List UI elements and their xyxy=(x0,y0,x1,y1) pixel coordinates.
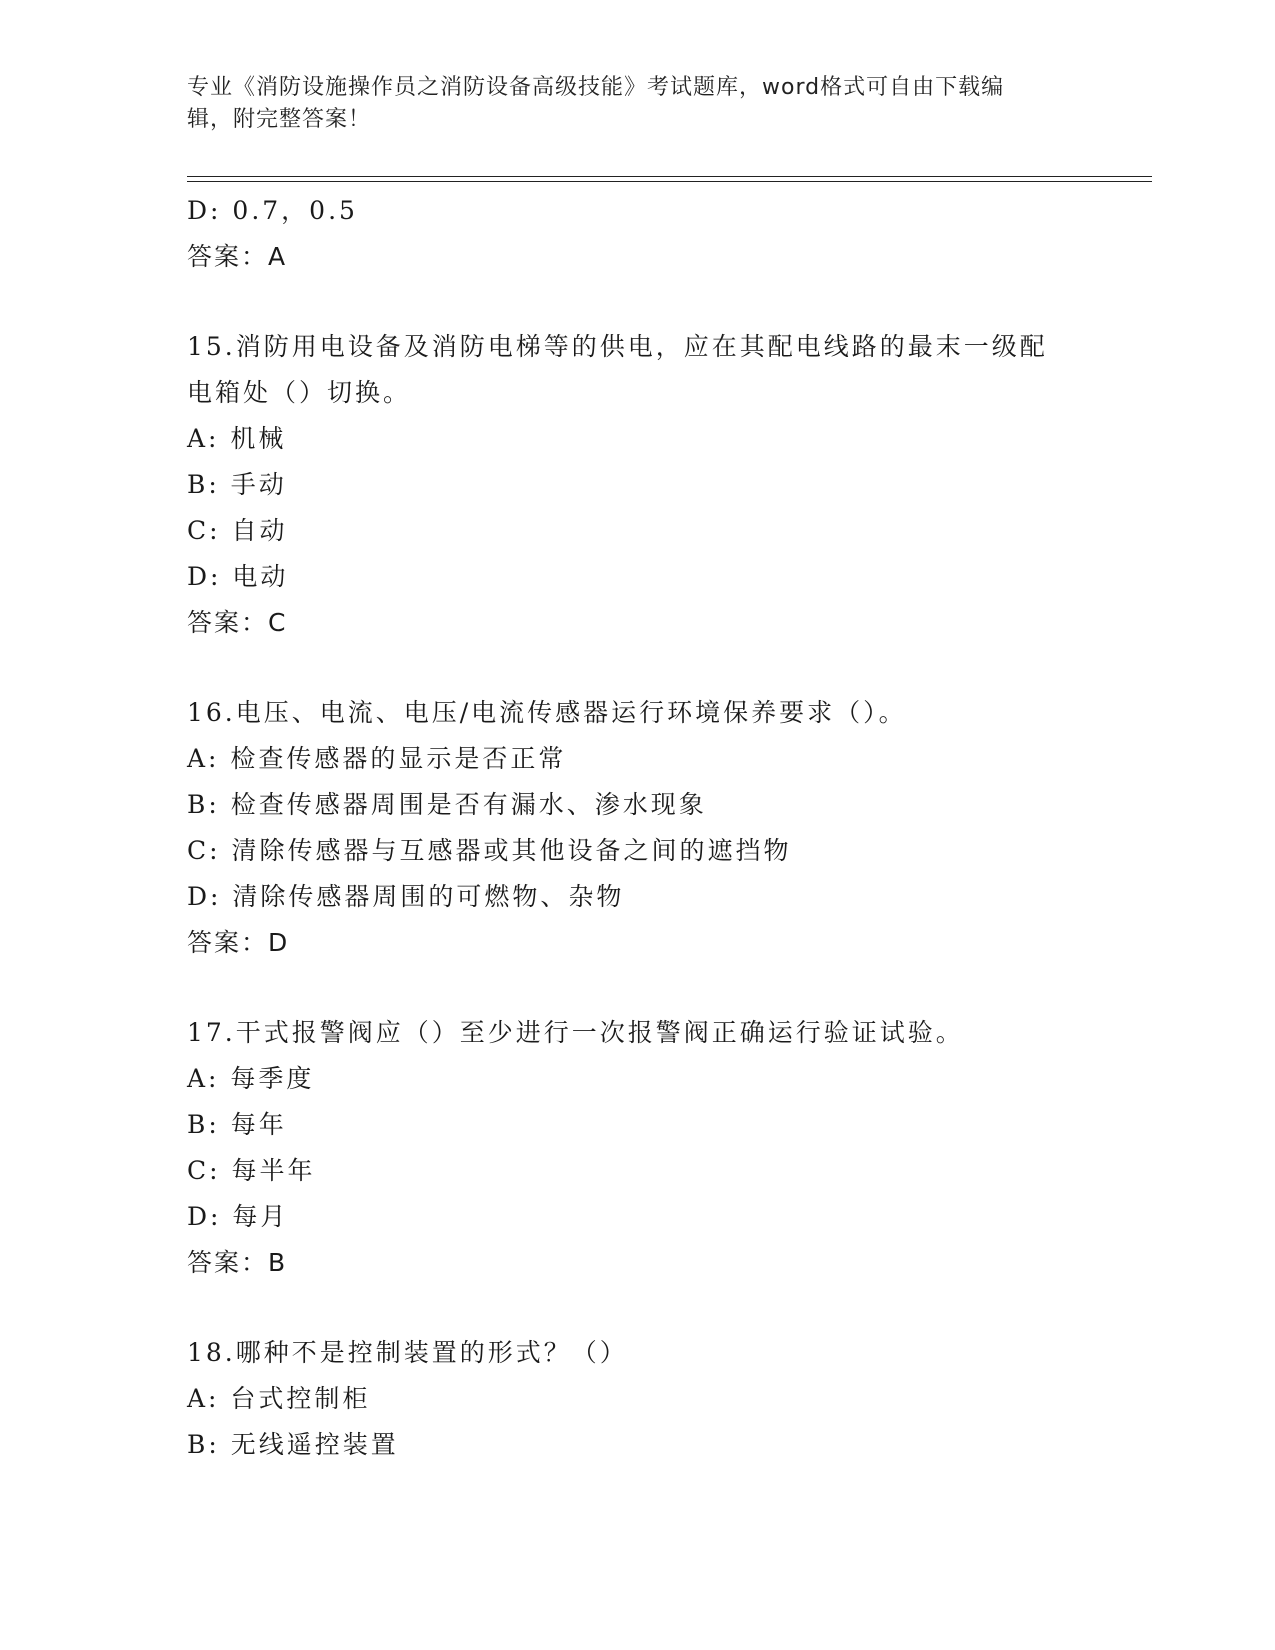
option-c: C: 每半年 xyxy=(187,1156,316,1185)
question-stem: 16.电压、电流、电压/电流传感器运行环境保养要求（）。 xyxy=(187,698,907,727)
option-a: A: 检查传感器的显示是否正常 xyxy=(187,744,567,773)
question-17 xyxy=(187,1010,1147,1286)
option-b: B: 每年 xyxy=(187,1110,287,1139)
answer-line: 答案：A xyxy=(187,242,288,271)
option-d: D: 清除传感器周围的可燃物、杂物 xyxy=(187,882,625,911)
option-d: D: 电动 xyxy=(187,562,289,591)
document-header xyxy=(187,72,1067,136)
question-content xyxy=(187,188,1147,1468)
option-a: A: 机械 xyxy=(187,424,287,453)
answer-line: 答案：C xyxy=(187,608,288,637)
option-c: C: 自动 xyxy=(187,516,288,545)
answer-line: 答案：D xyxy=(187,928,290,957)
answer-line: 答案：B xyxy=(187,1248,288,1277)
question-stem: 17.干式报警阀应（）至少进行一次报警阀正确运行验证试验。 xyxy=(187,1018,964,1047)
question-stem: 18.哪种不是控制装置的形式？（） xyxy=(187,1338,628,1367)
option-d: D: 0.7，0.5 xyxy=(187,196,358,225)
option-b: B: 检查传感器周围是否有漏水、渗水现象 xyxy=(187,790,707,819)
question-18 xyxy=(187,1330,1147,1468)
header-divider-bottom xyxy=(187,181,1152,182)
option-d: D: 每月 xyxy=(187,1202,289,1231)
option-b: B: 手动 xyxy=(187,470,287,499)
question-stem: 15.消防用电设备及消防电梯等的供电，应在其配电线路的最末一级配 xyxy=(187,332,1048,361)
option-a: A: 每季度 xyxy=(187,1064,315,1093)
question-15 xyxy=(187,324,1147,646)
question-stem-cont: 电箱处（）切换。 xyxy=(187,378,412,407)
option-b: B: 无线遥控装置 xyxy=(187,1430,399,1459)
question-16 xyxy=(187,690,1147,966)
option-a: A: 台式控制柜 xyxy=(187,1384,371,1413)
header-line-2: 辑，附完整答案！ xyxy=(187,107,372,132)
header-divider-top xyxy=(187,176,1152,177)
option-c: C: 清除传感器与互感器或其他设备之间的遮挡物 xyxy=(187,836,792,865)
previous-question-tail xyxy=(187,188,1147,280)
header-line-1: 专业《消防设施操作员之消防设备高级技能》考试题库，word格式可自由下载编 xyxy=(187,75,1005,100)
